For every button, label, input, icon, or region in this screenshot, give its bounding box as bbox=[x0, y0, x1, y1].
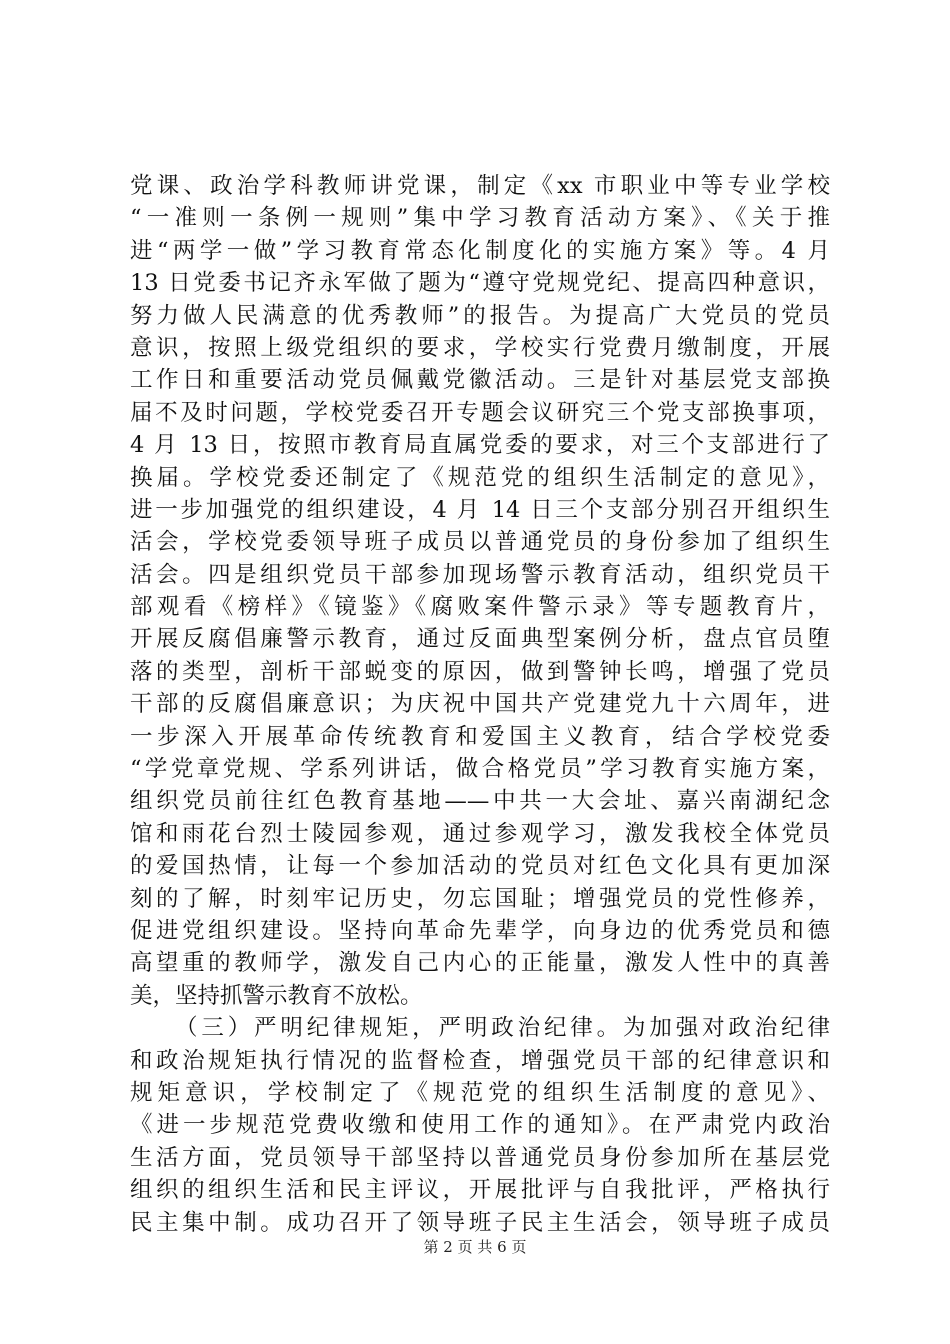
text-line: 生活方面，党员领导干部坚持以普通党员身份参加所在基层党 bbox=[130, 1144, 830, 1171]
paragraph-1 bbox=[130, 170, 830, 1012]
text-line: 刻的了解，时刻牢记历史，勿忘国耻；增强党员的党性修养， bbox=[130, 885, 830, 912]
page-footer: 第 2 页 共 6 页 bbox=[423, 1238, 527, 1256]
text-line: 《进一步规范党费收缴和使用工作的通知》。在严肃党内政治 bbox=[130, 1112, 830, 1139]
text-line: 进一步加强党的组织建设，4 月 14 日三个支部分别召开组织生 bbox=[130, 496, 830, 523]
text-line: 组织党员前往红色教育基地——中共一大会址、嘉兴南湖纪念 bbox=[130, 788, 830, 815]
text-line: “学党章党规、学系列讲话，做合格党员”学习教育实施方案， bbox=[130, 756, 830, 783]
text-line: 的爱国热情，让每一个参加活动的党员对红色文化具有更加深 bbox=[130, 853, 830, 880]
text-line: 美，坚持抓警示教育不放松。 bbox=[130, 982, 423, 1009]
text-line: 换届。学校党委还制定了《规范党的组织生活制定的意见》， bbox=[130, 464, 830, 491]
text-line: （三）严明纪律规矩，严明政治纪律。为加强对政治纪律 bbox=[175, 1015, 830, 1042]
text-line: 馆和雨花台烈士陵园参观，通过参观学习，激发我校全体党员 bbox=[130, 820, 830, 847]
text-line: 民主集中制。成功召开了领导班子民主生活会，领导班子成员 bbox=[130, 1209, 830, 1236]
text-line: 活会。四是组织党员干部参加现场警示教育活动，组织党员干 bbox=[130, 561, 830, 588]
text-line: 高望重的教师学，激发自己内心的正能量，激发人性中的真善 bbox=[130, 950, 830, 977]
text-line: 工作日和重要活动党员佩戴党徽活动。三是针对基层党支部换 bbox=[130, 367, 830, 394]
text-line: 促进党组织建设。坚持向革命先辈学，向身边的优秀党员和德 bbox=[130, 917, 830, 944]
text-line: 13 日党委书记齐永军做了题为“遵守党规党纪、提高四种意识， bbox=[130, 270, 830, 297]
text-line: 一步深入开展革命传统教育和爱国主义教育，结合学校党委 bbox=[130, 723, 830, 750]
text-line: 努力做人民满意的优秀教师”的报告。为提高广大党员的党员 bbox=[130, 302, 830, 329]
text-line: 4 月 13 日，按照市教育局直属党委的要求，对三个支部进行了 bbox=[130, 432, 830, 459]
text-line: 规矩意识，学校制定了《规范党的组织生活制度的意见》、 bbox=[130, 1079, 830, 1106]
text-line: 意识，按照上级党组织的要求，学校实行党费月缴制度，开展 bbox=[130, 334, 830, 361]
text-line: 届不及时问题，学校党委召开专题会议研究三个党支部换事项， bbox=[130, 399, 830, 426]
text-line: “一准则一条例一规则”集中学习教育活动方案》、《关于推 bbox=[130, 205, 830, 232]
text-line: 党课、政治学科教师讲党课，制定《xx 市职业中等专业学校 bbox=[130, 173, 830, 199]
paragraph-2 bbox=[130, 1012, 830, 1239]
text-line: 组织的组织生活和民主评议，开展批评与自我批评，严格执行 bbox=[130, 1177, 830, 1204]
text-line: 活会，学校党委领导班子成员以普通党员的身份参加了组织生 bbox=[130, 529, 830, 556]
document-body bbox=[130, 170, 830, 1239]
text-line: 落的类型，剖析干部蜕变的原因，做到警钟长鸣，增强了党员 bbox=[130, 658, 830, 685]
text-line: 进“两学一做”学习教育常态化制度化的实施方案》等。4 月 bbox=[130, 237, 830, 264]
text-line: 开展反腐倡廉警示教育，通过反面典型案例分析，盘点官员堕 bbox=[130, 626, 830, 653]
text-line: 部观看《榜样》《镜鉴》《腐败案件警示录》等专题教育片， bbox=[130, 594, 830, 621]
text-line: 和政治规矩执行情况的监督检查，增强党员干部的纪律意识和 bbox=[130, 1047, 830, 1074]
text-line: 干部的反腐倡廉意识；为庆祝中国共产党建党九十六周年，进 bbox=[130, 691, 830, 718]
